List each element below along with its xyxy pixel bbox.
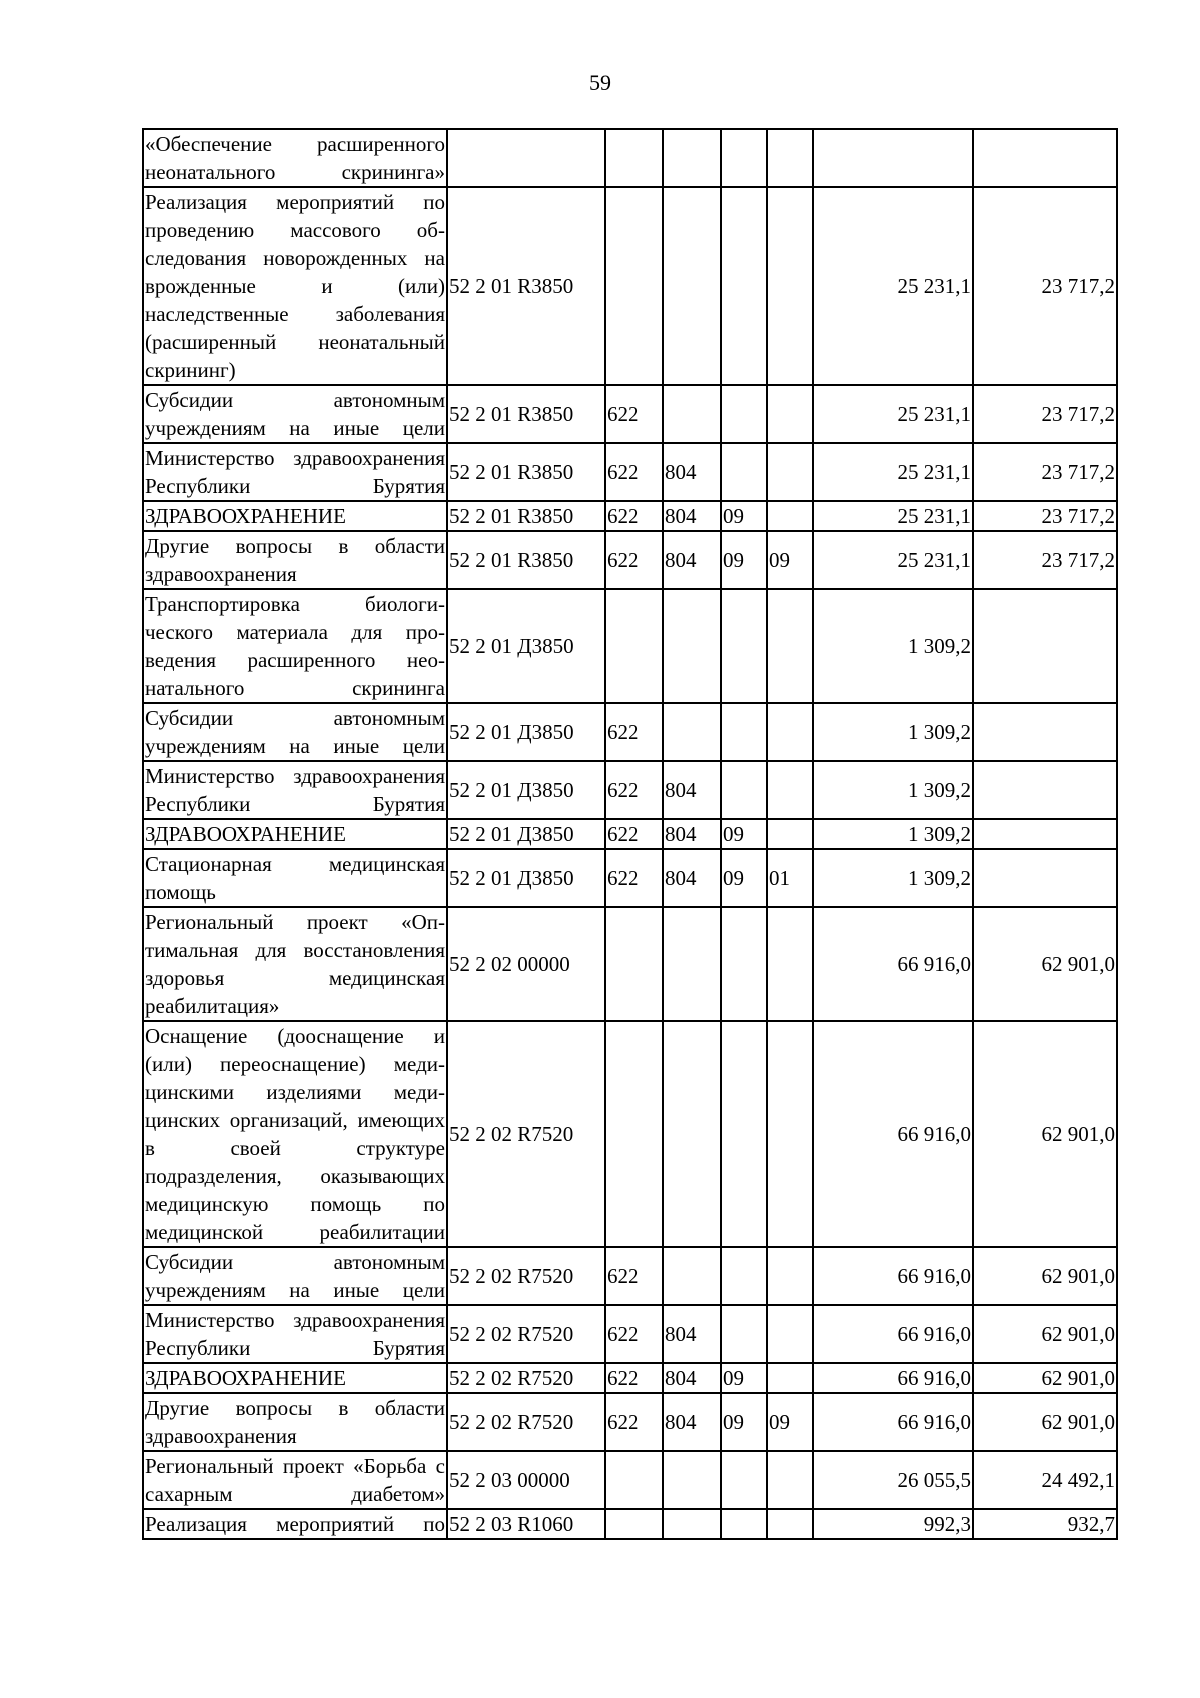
cell-amount-2: 24 492,1 [973,1451,1117,1509]
cell-department: 804 [663,849,721,907]
cell-amount-1: 66 916,0 [813,1363,973,1393]
cell-department [663,1021,721,1247]
cell-expense-type [605,1021,663,1247]
cell-section [721,1451,767,1509]
cell-amount-2: 23 717,2 [973,531,1117,589]
cell-department [663,1509,721,1539]
cell-department: 804 [663,1305,721,1363]
table-row [143,703,1117,761]
table-row [143,1393,1117,1451]
cell-name: Стационарная медицинская помощь [143,849,447,907]
cell-target-code: 52 2 02 R7520 [447,1363,605,1393]
table-row [143,531,1117,589]
cell-target-code: 52 2 01 Д3850 [447,849,605,907]
table-row [143,187,1117,385]
cell-amount-1: 66 916,0 [813,1021,973,1247]
cell-amount-1: 25 231,1 [813,501,973,531]
cell-expense-type: 622 [605,1305,663,1363]
cell-name: Реализация мероприятий по проведению массового обследования новорожденных на врожденные и (или) наследственные заболевания (расширенный неонатальный скрининг) [143,187,447,385]
cell-amount-1: 25 231,1 [813,187,973,385]
cell-name: «Обеспечение расширенного неонатального скрининга» [143,129,447,187]
cell-amount-2: 23 717,2 [973,501,1117,531]
cell-section [721,1509,767,1539]
cell-name: Министерство здравоохранения Республики Бурятия [143,443,447,501]
cell-amount-1: 1 309,2 [813,819,973,849]
cell-subsection: 09 [767,1393,813,1451]
cell-target-code: 52 2 02 R7520 [447,1393,605,1451]
cell-amount-2: 62 901,0 [973,1393,1117,1451]
cell-name: Министерство здравоохранения Республики Бурятия [143,761,447,819]
cell-subsection [767,589,813,703]
cell-expense-type: 622 [605,1393,663,1451]
cell-section [721,1305,767,1363]
cell-amount-2: 62 901,0 [973,1021,1117,1247]
cell-name: Оснащение (дооснащение и (или) переоснащение) медицинскими изделиями медицинских организаций, имеющих в своей структуре подразделения, оказывающих медицинскую помощь по медицинской реабилитации [143,1021,447,1247]
cell-name: Реализация мероприятий по [143,1509,447,1539]
cell-subsection: 09 [767,531,813,589]
cell-section: 09 [721,1363,767,1393]
cell-amount-1: 66 916,0 [813,1247,973,1305]
cell-amount-1 [813,129,973,187]
cell-name: Субсидии автономным учреждениям на иные цели [143,703,447,761]
cell-subsection [767,907,813,1021]
cell-expense-type: 622 [605,849,663,907]
cell-expense-type: 622 [605,1247,663,1305]
cell-expense-type: 622 [605,531,663,589]
cell-amount-2 [973,761,1117,819]
cell-section [721,1247,767,1305]
cell-target-code: 52 2 02 R7520 [447,1305,605,1363]
table-row [143,849,1117,907]
cell-amount-2 [973,819,1117,849]
cell-section [721,443,767,501]
cell-section [721,703,767,761]
cell-amount-1: 1 309,2 [813,703,973,761]
cell-section [721,1021,767,1247]
cell-amount-2: 932,7 [973,1509,1117,1539]
cell-subsection [767,1363,813,1393]
cell-amount-1: 25 231,1 [813,531,973,589]
cell-amount-1: 66 916,0 [813,1305,973,1363]
cell-amount-2 [973,589,1117,703]
cell-name: Другие вопросы в области здравоохранения [143,531,447,589]
cell-department [663,187,721,385]
cell-expense-type: 622 [605,443,663,501]
cell-expense-type [605,1451,663,1509]
cell-target-code: 52 2 01 Д3850 [447,703,605,761]
cell-expense-type [605,1509,663,1539]
cell-name: Субсидии автономным учреждениям на иные цели [143,385,447,443]
table-row [143,385,1117,443]
cell-target-code: 52 2 01 Д3850 [447,761,605,819]
cell-amount-2: 62 901,0 [973,907,1117,1021]
table-row [143,501,1117,531]
cell-amount-2: 62 901,0 [973,1305,1117,1363]
table-row [143,1509,1117,1539]
cell-name: Другие вопросы в области здравоохранения [143,1393,447,1451]
cell-department: 804 [663,1363,721,1393]
cell-department [663,129,721,187]
table-row [143,1363,1117,1393]
cell-section [721,187,767,385]
cell-name: ЗДРАВООХРАНЕНИЕ [143,501,447,531]
cell-department: 804 [663,531,721,589]
cell-target-code: 52 2 01 R3850 [447,385,605,443]
cell-amount-2 [973,703,1117,761]
cell-subsection [767,819,813,849]
cell-subsection [767,501,813,531]
cell-department [663,907,721,1021]
cell-department: 804 [663,819,721,849]
cell-amount-1: 26 055,5 [813,1451,973,1509]
cell-subsection [767,129,813,187]
table-row [143,761,1117,819]
cell-department [663,1247,721,1305]
cell-expense-type: 622 [605,1363,663,1393]
cell-subsection [767,1451,813,1509]
table-row [143,129,1117,187]
cell-subsection [767,187,813,385]
cell-amount-2: 62 901,0 [973,1363,1117,1393]
cell-name: Региональный проект «Борьба с сахарным диабетом» [143,1451,447,1509]
table-row [143,589,1117,703]
cell-section [721,907,767,1021]
budget-table [142,128,1118,1540]
table-row [143,907,1117,1021]
cell-target-code: 52 2 01 Д3850 [447,589,605,703]
cell-name: ЗДРАВООХРАНЕНИЕ [143,819,447,849]
cell-name: Региональный проект «Оптимальная для восстановления здоровья медицинская реабилитация» [143,907,447,1021]
cell-section: 09 [721,531,767,589]
cell-amount-1: 1 309,2 [813,849,973,907]
cell-amount-1: 1 309,2 [813,589,973,703]
cell-subsection [767,703,813,761]
table-body [143,129,1117,1539]
cell-expense-type [605,589,663,703]
cell-expense-type [605,129,663,187]
cell-department: 804 [663,443,721,501]
cell-department [663,385,721,443]
cell-target-code: 52 2 02 00000 [447,907,605,1021]
cell-department [663,1451,721,1509]
cell-target-code: 52 2 01 Д3850 [447,819,605,849]
table-row [143,1247,1117,1305]
cell-target-code [447,129,605,187]
cell-amount-2 [973,129,1117,187]
cell-amount-2: 23 717,2 [973,187,1117,385]
cell-subsection [767,443,813,501]
table-row [143,1021,1117,1247]
cell-name: Субсидии автономным учреждениям на иные цели [143,1247,447,1305]
cell-department [663,703,721,761]
cell-department: 804 [663,1393,721,1451]
cell-section: 09 [721,1393,767,1451]
cell-amount-1: 25 231,1 [813,385,973,443]
cell-target-code: 52 2 02 R7520 [447,1247,605,1305]
page-number: 59 [589,70,611,95]
cell-amount-2: 62 901,0 [973,1247,1117,1305]
cell-amount-2: 23 717,2 [973,443,1117,501]
cell-expense-type: 622 [605,501,663,531]
cell-subsection [767,385,813,443]
cell-expense-type [605,907,663,1021]
table-row [143,1451,1117,1509]
cell-name: Министерство здравоохранения Республики Бурятия [143,1305,447,1363]
cell-amount-2 [973,849,1117,907]
cell-department: 804 [663,761,721,819]
table-row [143,1305,1117,1363]
cell-amount-1: 66 916,0 [813,1393,973,1451]
cell-section [721,129,767,187]
cell-department [663,589,721,703]
cell-target-code: 52 2 01 R3850 [447,187,605,385]
cell-expense-type: 622 [605,385,663,443]
cell-expense-type: 622 [605,703,663,761]
cell-section: 09 [721,849,767,907]
cell-section: 09 [721,501,767,531]
cell-target-code: 52 2 01 R3850 [447,501,605,531]
cell-name: Транспортировка биологического материала для проведения расширенного неонатального скрининга [143,589,447,703]
cell-expense-type: 622 [605,819,663,849]
cell-amount-1: 66 916,0 [813,907,973,1021]
cell-section [721,761,767,819]
table-row [143,819,1117,849]
cell-subsection: 01 [767,849,813,907]
cell-target-code: 52 2 03 00000 [447,1451,605,1509]
cell-subsection [767,761,813,819]
cell-section [721,589,767,703]
cell-target-code: 52 2 02 R7520 [447,1021,605,1247]
cell-amount-1: 992,3 [813,1509,973,1539]
cell-target-code: 52 2 01 R3850 [447,443,605,501]
cell-section: 09 [721,819,767,849]
cell-department: 804 [663,501,721,531]
cell-amount-2: 23 717,2 [973,385,1117,443]
cell-amount-1: 1 309,2 [813,761,973,819]
cell-name: ЗДРАВООХРАНЕНИЕ [143,1363,447,1393]
cell-amount-1: 25 231,1 [813,443,973,501]
cell-target-code: 52 2 03 R1060 [447,1509,605,1539]
cell-expense-type: 622 [605,761,663,819]
cell-subsection [767,1021,813,1247]
cell-target-code: 52 2 01 R3850 [447,531,605,589]
cell-subsection [767,1509,813,1539]
cell-subsection [767,1247,813,1305]
cell-expense-type [605,187,663,385]
cell-section [721,385,767,443]
table-row [143,443,1117,501]
cell-subsection [767,1305,813,1363]
